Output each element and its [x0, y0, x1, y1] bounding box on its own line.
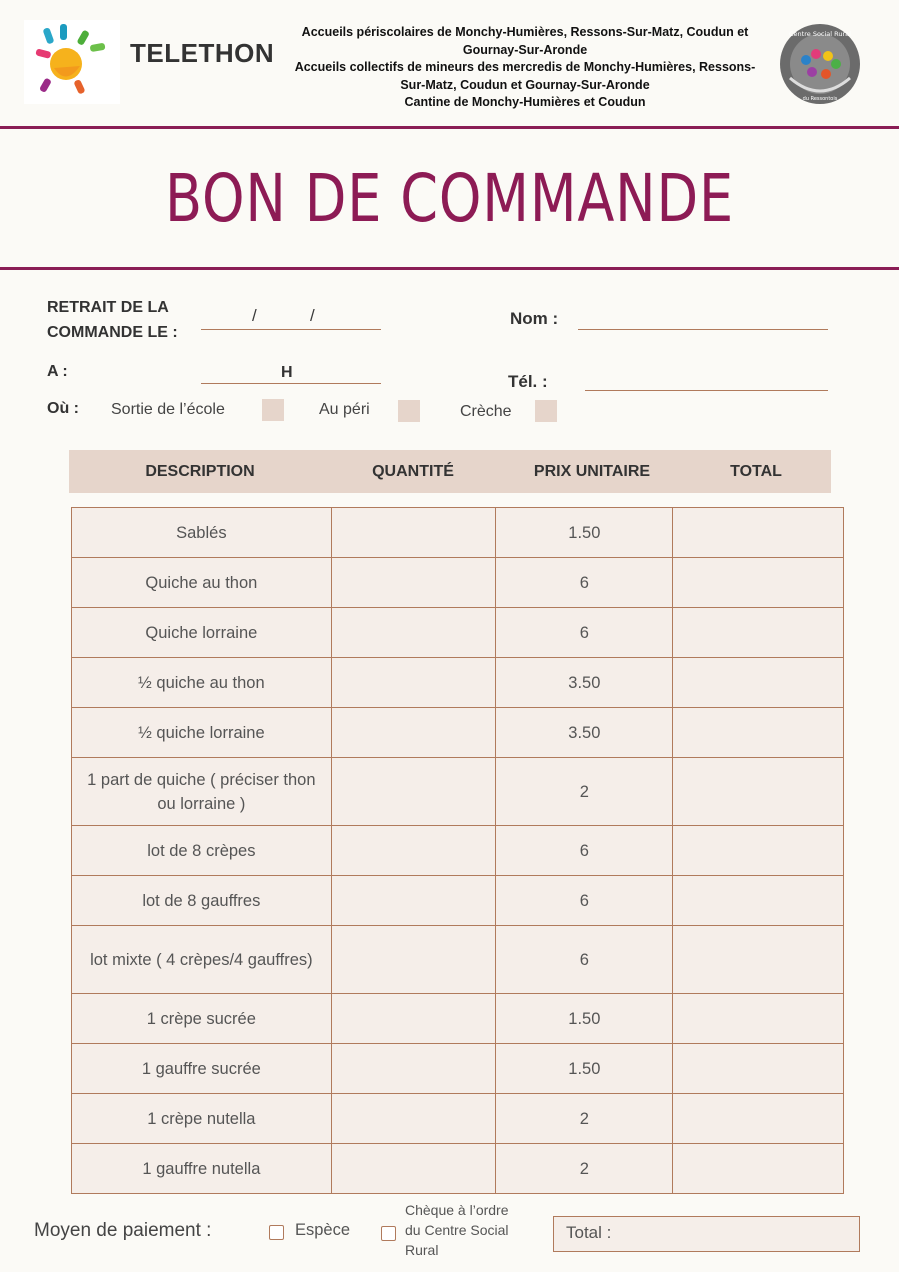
item-unit-price: 3.50: [496, 708, 673, 758]
svg-text:du Ressontois: du Ressontois: [802, 96, 838, 102]
item-total-cell[interactable]: [673, 1094, 844, 1144]
table-row: [72, 658, 844, 708]
item-total-cell[interactable]: [673, 708, 844, 758]
option-au-peri-label: Au péri: [319, 401, 370, 418]
item-description: Sablés: [72, 508, 332, 558]
item-total-cell[interactable]: [673, 826, 844, 876]
option-creche-label: Crèche: [460, 403, 512, 420]
payment-check-checkbox[interactable]: [381, 1226, 396, 1241]
header-line-2: Accueils collectifs de mineurs des mercredis de Monchy-Humières, Ressons-Sur-Matz, Coudun et Gournay-Sur-Aronde: [294, 60, 756, 92]
phone-field[interactable]: [585, 390, 828, 391]
location-label: Où :: [47, 400, 79, 417]
time-suffix: H: [281, 364, 293, 381]
item-unit-price: 6: [496, 926, 673, 994]
item-total-cell[interactable]: [673, 658, 844, 708]
item-description: Quiche au thon: [72, 558, 332, 608]
item-description: 1 crèpe nutella: [72, 1094, 332, 1144]
item-quantity-cell[interactable]: [331, 708, 496, 758]
telethon-logo: [24, 20, 120, 104]
pickup-date-label: RETRAIT DE LA COMMANDE LE :: [47, 299, 178, 341]
date-separator: /: [310, 306, 315, 325]
header-line-1: Accueils périscolaires de Monchy-Humières, Ressons-Sur-Matz, Coudun et Gournay-Sur-Aronde: [301, 25, 749, 57]
item-quantity-cell[interactable]: [331, 994, 496, 1044]
item-unit-price: 1.50: [496, 508, 673, 558]
table-row: [72, 994, 844, 1044]
header-organisation-text: [285, 24, 765, 112]
item-quantity-cell[interactable]: [331, 1144, 496, 1194]
table-row: [72, 1144, 844, 1194]
table-row: [72, 1094, 844, 1144]
item-unit-price: 3.50: [496, 658, 673, 708]
grand-total-label: Total :: [566, 1223, 612, 1242]
payment-check-label: Chèque à l’ordre du Centre Social Rural: [405, 1202, 509, 1258]
table-row: [72, 558, 844, 608]
option-sortie-ecole-label: Sortie de l’école: [111, 401, 225, 418]
item-unit-price: 6: [496, 608, 673, 658]
time-label: A :: [47, 363, 68, 380]
item-description: 1 gauffre nutella: [72, 1144, 332, 1194]
item-quantity-cell[interactable]: [331, 608, 496, 658]
item-quantity-cell[interactable]: [331, 508, 496, 558]
item-unit-price: 6: [496, 826, 673, 876]
table-row: [72, 1044, 844, 1094]
item-unit-price: 6: [496, 876, 673, 926]
item-description: lot mixte ( 4 crèpes/4 gauffres): [72, 926, 332, 994]
item-total-cell[interactable]: [673, 876, 844, 926]
item-description: lot de 8 gauffres: [72, 876, 332, 926]
item-quantity-cell[interactable]: [331, 1094, 496, 1144]
table-row: [72, 926, 844, 994]
item-total-cell[interactable]: [673, 994, 844, 1044]
table-row: [72, 826, 844, 876]
item-total-cell[interactable]: [673, 558, 844, 608]
option-sortie-ecole-checkbox[interactable]: [262, 399, 284, 421]
item-unit-price: 6: [496, 558, 673, 608]
item-unit-price: 2: [496, 1144, 673, 1194]
item-total-cell[interactable]: [673, 926, 844, 994]
item-total-cell[interactable]: [673, 608, 844, 658]
item-description: 1 part de quiche ( préciser thon ou lorraine ): [72, 758, 332, 826]
item-total-cell[interactable]: [673, 1144, 844, 1194]
centre-social-rural-logo: [778, 22, 862, 106]
item-description: ½ quiche au thon: [72, 658, 332, 708]
grand-total-field[interactable]: [553, 1216, 860, 1252]
title-divider: [0, 267, 899, 270]
time-field[interactable]: [201, 383, 381, 384]
payment-cash-label: Espèce: [295, 1221, 351, 1239]
table-row: [72, 708, 844, 758]
name-field[interactable]: [578, 329, 828, 330]
table-header: [69, 450, 831, 493]
phone-label: Tél. :: [508, 372, 548, 391]
name-label: Nom :: [510, 309, 559, 328]
payment-cash-checkbox[interactable]: [269, 1225, 284, 1240]
item-description: ½ quiche lorraine: [72, 708, 332, 758]
table-row: [72, 608, 844, 658]
column-header-total: TOTAL: [730, 463, 782, 480]
item-quantity-cell[interactable]: [331, 926, 496, 994]
column-header-unit-price: PRIX UNITAIRE: [533, 463, 651, 480]
item-quantity-cell[interactable]: [331, 876, 496, 926]
table-row: [72, 508, 844, 558]
item-total-cell[interactable]: [673, 1044, 844, 1094]
header-line-3: Cantine de Monchy-Humières et Coudun: [404, 95, 646, 109]
item-total-cell[interactable]: [673, 508, 844, 558]
item-unit-price: 1.50: [496, 994, 673, 1044]
item-quantity-cell[interactable]: [331, 658, 496, 708]
item-quantity-cell[interactable]: [331, 758, 496, 826]
item-description: lot de 8 crèpes: [72, 826, 332, 876]
item-quantity-cell[interactable]: [331, 558, 496, 608]
item-total-cell[interactable]: [673, 758, 844, 826]
brand-name: TELETHON: [130, 38, 275, 68]
column-header-quantity: QUANTITÉ: [372, 463, 454, 480]
item-unit-price: 1.50: [496, 1044, 673, 1094]
item-unit-price: 2: [496, 758, 673, 826]
item-description: Quiche lorraine: [72, 608, 332, 658]
item-description: 1 gauffre sucrée: [72, 1044, 332, 1094]
date-separator: /: [252, 306, 257, 325]
table-row: [72, 758, 844, 826]
order-table: [71, 507, 844, 1194]
header-divider: [0, 126, 899, 129]
option-au-peri-checkbox[interactable]: [398, 400, 420, 422]
payment-method-label: Moyen de paiement :: [34, 1220, 212, 1241]
item-quantity-cell[interactable]: [331, 1044, 496, 1094]
column-header-description: DESCRIPTION: [145, 463, 255, 480]
page-title: BON DE COMMANDE: [164, 160, 734, 237]
option-creche-checkbox[interactable]: [535, 400, 557, 422]
item-description: 1 crèpe sucrée: [72, 994, 332, 1044]
table-row: [72, 876, 844, 926]
pickup-date-field[interactable]: [201, 329, 381, 330]
item-quantity-cell[interactable]: [331, 826, 496, 876]
item-unit-price: 2: [496, 1094, 673, 1144]
svg-text:Centre Social Rural: Centre Social Rural: [789, 30, 851, 38]
